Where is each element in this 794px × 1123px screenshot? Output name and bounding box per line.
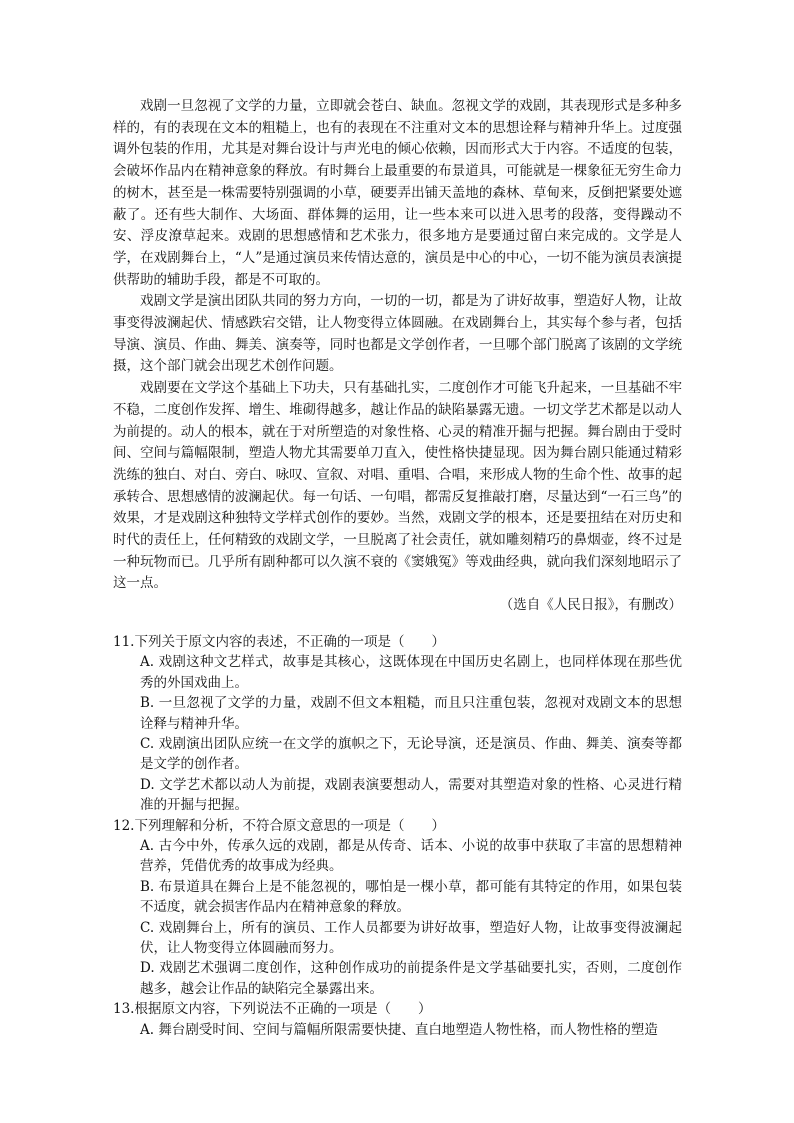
question-stem: 11.下列关于原文内容的表述，不正确的一项是（ ）	[113, 633, 445, 650]
question-13	[113, 999, 682, 1040]
article-paragraph-2: 戏剧文学是演出团队共同的努力方向，一切的一切，都是为了讲好故事，塑造好人物，让故事变得波澜起伏、情感跌宕交错，让人物变得立体圆融。在戏剧舞台上，其实每个参与者，包括导演、演员、作曲、舞美、演奏等，同时也都是文学创作者，一旦哪个部门脱离了该剧的文学统摄，这个部门就会出现艺术创作问题。	[113, 293, 682, 375]
question-list	[113, 632, 682, 1040]
article-paragraph-3-text: 戏剧要在文学这个基础上下功夫，只有基础扎实，二度创作才可能飞升起来，一旦基础不牢不稳，二度创作发挥、增生、堆砌得越多，越让作品的缺陷暴露无遗。一切文学艺术都是以动人为前提的。动人的根本，就在于对所塑造的对象性格、心灵的精准开掘与把握。舞台剧由于受时间、空间与篇幅限制，塑造人物尤其需要单刀直入，使性格快捷显现。因为舞台剧只能通过精彩洗练的独白、对白、旁白、咏叹、宣叙、对唱、重唱、合唱，来形成人物的生命个性、故事的起承转合、思想感情的波澜起伏。每一句话、一句唱，都需反复推敲打磨，尽量达到“一石三鸟”的效果，才是戏剧这种独特文学样式创作的要妙。当然，戏剧文学的根本，还是要扭结在对历史和时代的责任上，任何精致的戏剧文学，一旦脱离了社会责任，就如雕刻精巧的鼻烟壶，终不过是一种玩物而已。几乎所有剧种都可以久演不衰的《窦娥冤》等戏曲经典，就向我们深刻地昭示了这一点。	[113, 380, 682, 592]
option-a: A. 古今中外，传承久远的戏剧，都是从传奇、话本、小说的故事中获取了丰富的思想精神营养，凭借优秀的故事成为经典。	[140, 837, 682, 875]
option-d: D. 文学艺术都以动人为前提，戏剧表演要想动人，需要对其塑造对象的性格、心灵进行精准的开掘与把握。	[140, 776, 682, 814]
question-stem: 13.根据原文内容，下列说法不正确的一项是（ ）	[113, 1001, 432, 1018]
article-body	[113, 96, 682, 617]
option-c: C. 戏剧舞台上，所有的演员、工作人员都要为讲好故事，塑造好人物，让故事变得波澜起伏，让人物变得立体圆融而努力。	[140, 919, 682, 956]
article-paragraph-1: 戏剧一旦忽视了文学的力量，立即就会苍白、缺血。忽视文学的戏剧，其表现形式是多种多样的，有的表现在文本的粗糙上，也有的表现在不注重对文本的思想诠释与精神升华上。过度强调外包装的作用，尤其是对舞台设计与声光电的倾心依赖，因而形式大于内容。不适度的包装，会破坏作品内在精神意象的释放。有时舞台上最重要的布景道具，可能就是一棵象征无穷生命力的树木，甚至是一株需要特别强调的小草，硬要弄出铺天盖地的森林、草甸来，反倒把紧要处遮蔽了。还有些大制作、大场面、群体舞的运用，让一些本来可以进入思考的段落，变得躁动不安、浮皮潦草起来。戏剧的思想感情和艺术张力，很多地方是要通过留白来完成的。文学是人学，在戏剧舞台上，“人”是通过演员来传情达意的，演员是中心的中心，一切不能为演员表演提供帮助的辅助手段，都是不可取的。	[113, 98, 682, 288]
option-c: C. 戏剧演出团队应统一在文学的旗帜之下，无论导演，还是演员、作曲、舞美、演奏等都是文学的创作者。	[140, 735, 682, 773]
article-paragraph-3	[113, 378, 682, 617]
source-note: （选自《人民日报》，有删改）	[499, 597, 682, 614]
option-a: A. 戏剧这种文艺样式，故事是其核心，这既体现在中国历史名剧上，也同样体现在那些优秀的外国戏曲上。	[140, 654, 682, 691]
option-a: A. 舞台剧受时间、空间与篇幅所限需要快捷、直白地塑造人物性格，而人物性格的塑造	[140, 1021, 658, 1038]
option-b: B. 布景道具在舞台上是不能忽视的，哪怕是一棵小草，都可能有其特定的作用，如果包装不适度，就会损害作品内在精神意象的释放。	[140, 878, 682, 916]
question-stem: 12.下列理解和分析，不符合原文意思的一项是（ ）	[113, 817, 445, 834]
question-12	[113, 816, 682, 1000]
option-d: D. 戏剧艺术强调二度创作，这种创作成功的前提条件是文学基础要扎实，否则，二度创作越多，越会让作品的缺陷完全暴露出来。	[140, 960, 682, 997]
question-11	[113, 632, 682, 816]
option-b: B. 一旦忽视了文学的力量，戏剧不但文本粗糙，而且只注重包装，忽视对戏剧文本的思想诠释与精神升华。	[140, 695, 682, 732]
